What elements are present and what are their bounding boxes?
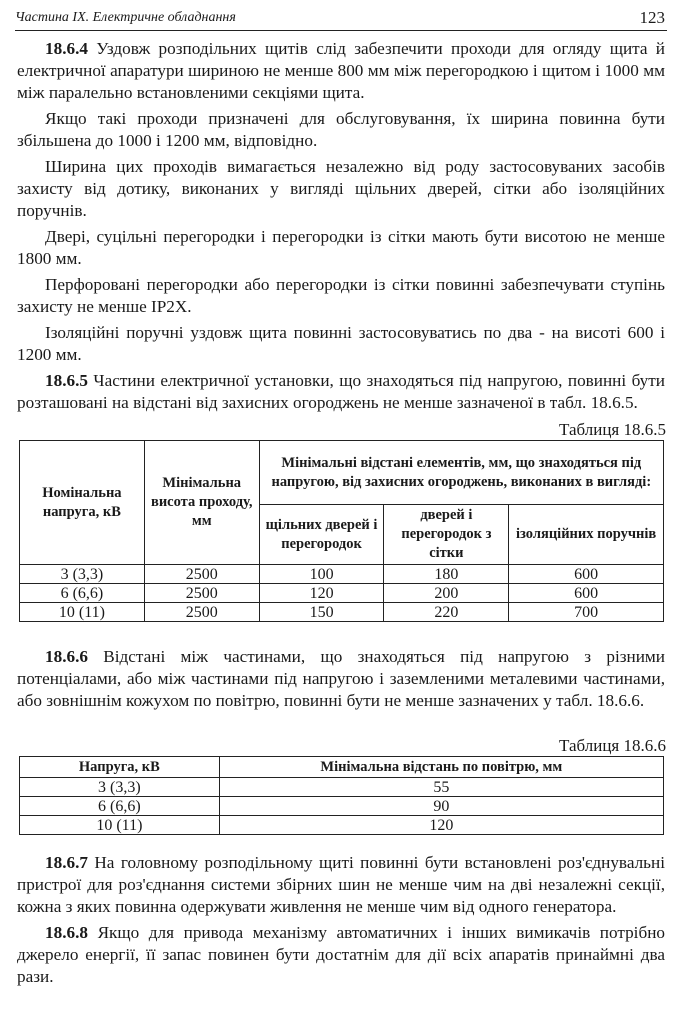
table-caption: Таблиця 18.6.6 xyxy=(559,736,666,755)
col-header-voltage: Номінальна напруга, кВ xyxy=(20,441,145,565)
table-row xyxy=(20,603,664,622)
paragraph xyxy=(17,322,665,366)
table-cell: 600 xyxy=(509,565,664,584)
section-18-6-4-block xyxy=(17,38,665,418)
paragraph xyxy=(17,156,665,222)
col-header-rails: ізоляційних поручнів xyxy=(509,505,664,565)
paragraph xyxy=(17,646,665,712)
table-row xyxy=(20,816,664,835)
table-cell: 6 (6,6) xyxy=(20,584,145,603)
col-header-height: Мінімальна висота проходу, мм xyxy=(144,441,259,565)
chapter-title: Частина IX. Електричне обладнання xyxy=(15,10,236,25)
col-header-group: Мінімальні відстані елементів, мм, що знаходяться під напругою, від захисних огороджень, виконаних в вигляді: xyxy=(259,441,663,505)
table-cell: 10 (11) xyxy=(20,816,220,835)
clause-number: 18.6.8 xyxy=(45,923,88,942)
distances-table-18-6-5 xyxy=(19,440,664,622)
col-header-doors: щільних дверей і перегородок xyxy=(259,505,384,565)
table-cell: 220 xyxy=(384,603,509,622)
paragraph-text: Ізоляційні поручні уздовж щита повинні застосовуватись по два - на висоті 600 і 1200 мм. xyxy=(17,323,665,364)
clause-number: 18.6.6 xyxy=(45,647,88,666)
table-cell: 3 (3,3) xyxy=(20,778,220,797)
paragraph xyxy=(17,922,665,988)
table-cell: 150 xyxy=(259,603,384,622)
paragraph xyxy=(17,370,665,414)
clause-number: 18.6.7 xyxy=(45,853,88,872)
table-cell: 120 xyxy=(259,584,384,603)
col-header-mesh: дверей і перегородок з сітки xyxy=(384,505,509,565)
table-cell: 10 (11) xyxy=(20,603,145,622)
clause-number: 18.6.4 xyxy=(45,39,88,58)
table-cell: 200 xyxy=(384,584,509,603)
table-row xyxy=(20,584,664,603)
paragraph xyxy=(17,38,665,104)
paragraph xyxy=(17,852,665,918)
table-cell: 100 xyxy=(259,565,384,584)
paragraph-text: Ширина цих проходів вимагається незалежно від роду застосовуваних засобів захисту від дотику, виконаних у вигляді щільних дверей, сітки або ізоляційних поручнів. xyxy=(17,157,665,220)
col-header-distance: Мінімальна відстань по повітрю, мм xyxy=(219,757,663,778)
table-cell: 3 (3,3) xyxy=(20,565,145,584)
paragraph-text: Уздовж розподільних щитів слід забезпечити проходи для огляду щита й електричної апаратури шириною не менше 800 мм між перегородкою і щитом і 1000 мм між паралельно встановленими секціями щита. xyxy=(17,39,665,102)
air-distance-table-18-6-6 xyxy=(19,756,664,835)
table-cell: 55 xyxy=(219,778,663,797)
table-cell: 600 xyxy=(509,584,664,603)
clause-number: 18.6.5 xyxy=(45,371,88,390)
running-header xyxy=(15,4,667,31)
table-caption: Таблиця 18.6.5 xyxy=(559,420,666,439)
paragraph-text: Перфоровані перегородки або перегородки із сітки повинні забезпечувати ступінь захисту не менше IP2X. xyxy=(17,275,665,316)
table-cell: 700 xyxy=(509,603,664,622)
table-row xyxy=(20,565,664,584)
table-cell: 90 xyxy=(219,797,663,816)
table-cell: 2500 xyxy=(144,584,259,603)
section-18-6-6-block xyxy=(17,646,665,716)
section-18-6-7-block xyxy=(17,852,665,992)
paragraph xyxy=(17,108,665,152)
table-row xyxy=(20,797,664,816)
table-row xyxy=(20,778,664,797)
page-number: 123 xyxy=(639,8,665,27)
paragraph-text: Двері, суцільні перегородки і перегородки із сітки мають бути висотою не менше 1800 мм. xyxy=(17,227,665,268)
table-cell: 120 xyxy=(219,816,663,835)
paragraph-text: Частини електричної установки, що знаходяться під напругою, повинні бути розташовані на відстані від захисних огороджень не менше зазначеної в табл. 18.6.5. xyxy=(17,371,665,412)
paragraph xyxy=(17,274,665,318)
paragraph xyxy=(17,226,665,270)
table-cell: 2500 xyxy=(144,565,259,584)
table-cell: 6 (6,6) xyxy=(20,797,220,816)
paragraph-text: Відстані між частинами, що знаходяться під напругою з різними потенціалами, або між частинами під напругою і заземленими металевими частинами, або зовнішнім кожухом по повітрю, повинні бути не менше зазначених у табл. 18.6.6. xyxy=(17,647,665,710)
table-cell: 2500 xyxy=(144,603,259,622)
paragraph-text: Якщо для привода механізму автоматичних і інших вимикачів потрібно джерело енергії, її запас повинен бути достатнім для дії всіх апаратів принаймні два рази. xyxy=(17,923,665,986)
table-cell: 180 xyxy=(384,565,509,584)
paragraph-text: Якщо такі проходи призначені для обслуговування, їх ширина повинна бути збільшена до 1000 і 1200 мм, відповідно. xyxy=(17,109,665,150)
col-header-voltage: Напруга, кВ xyxy=(20,757,220,778)
paragraph-text: На головному розподільному щиті повинні бути встановлені роз'єднувальні пристрої для роз'єднання системи збірних шин не менше чим на дві незалежні секції, кожна з яких повинна одержувати живлення не менше чим від одного генератора. xyxy=(17,853,665,916)
